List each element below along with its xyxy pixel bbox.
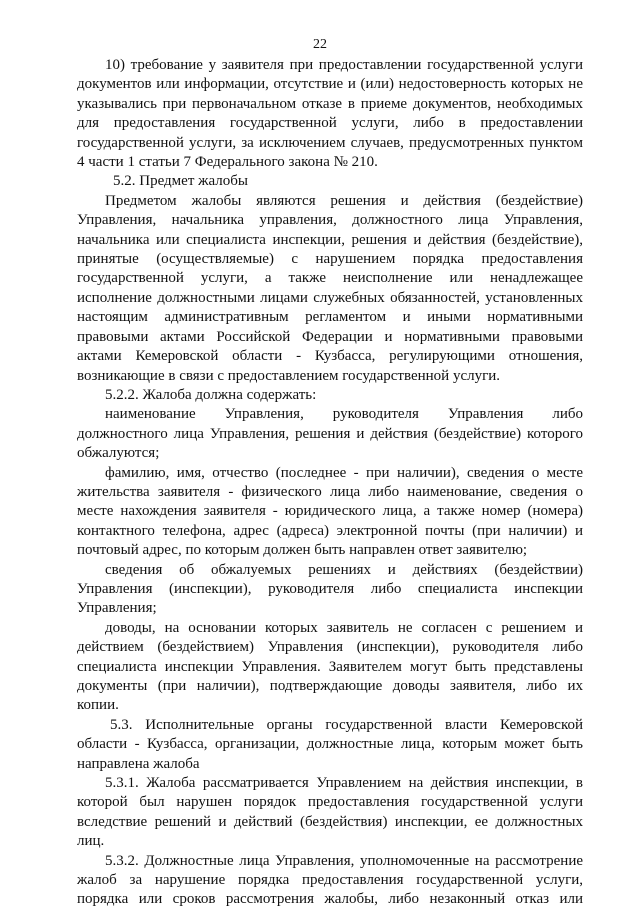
text-line: жительства заявителя - физического лица либо наименование, сведения о	[77, 483, 583, 500]
text-line: копии.	[77, 697, 119, 714]
text-line: области - Кузбасса, организации, должностные лица, которым может быть	[77, 736, 583, 753]
text-line: которой был нарушен порядок предоставления государственной услуги	[77, 794, 583, 811]
text-line: вследствие решений и действий (бездействия) инспекции, ее должностных	[77, 813, 583, 830]
text-line: 5.3.1. Жалоба рассматривается Управлением на действия инспекции, в	[105, 775, 583, 792]
text-line: возникающие в связи с предоставлением государственной услуги.	[77, 367, 501, 384]
text-line: почтовый адрес, по которым должен быть направлен ответ заявителю;	[77, 542, 528, 559]
text-line: указывались при первоначальном отказе в приеме документов, необходимых	[77, 95, 583, 112]
text-line: 10) требование у заявителя при предоставлении государственной услуги	[105, 57, 583, 73]
text-line: 5.3.2. Должностные лица Управления, уполномоченные на рассмотрение	[105, 852, 583, 869]
text-line: сведения об обжалуемых решениях и действиях (бездействии)	[105, 561, 583, 578]
text-line: Управления, начальника управления, должностного лица Управления,	[77, 212, 583, 229]
text-line: порядка или сроков рассмотрения жалобы, либо незаконный отказ или	[77, 891, 583, 908]
text-line: контактного телефона, адрес (адреса) электронной почты (при наличии) и	[77, 522, 583, 539]
text-line: жалоб за нарушение порядка предоставления государственной услуги,	[77, 872, 583, 889]
text-line: Управления;	[77, 600, 157, 617]
text-line: обжалуются;	[77, 445, 160, 462]
document-body	[77, 56, 583, 910]
text-line: 4 части 1 статьи 7 Федерального закона № 210.	[77, 154, 378, 171]
text-line: правовыми актами Российской Федерации и нормативными правовыми	[77, 328, 583, 345]
text-line: Управления (инспекции), руководителя либо специалиста инспекции	[77, 580, 583, 597]
text-line: документов или информации, отсутствие и (или) недостоверность которых не	[77, 76, 583, 93]
text-line: специалиста инспекции Управления. Заявителем могут быть представлены	[77, 658, 583, 675]
text-line: документы (при наличии), подтверждающие доводы заявителя, либо их	[77, 678, 583, 694]
text-line: должностного лица Управления, решения и действия (бездействие) которого	[77, 425, 583, 442]
text-line: доводы, на основании которых заявитель не согласен с решением и	[105, 619, 583, 636]
text-line: исполнение должностными лицами служебных обязанностей, установленных	[77, 289, 583, 306]
text-line: принятые (осуществляемые) с нарушением порядка предоставления	[77, 251, 583, 268]
text-line: для предоставления государственной услуги, либо в предоставлении	[77, 115, 583, 132]
text-line: направлена жалоба	[77, 755, 200, 772]
page-number: 22	[313, 37, 327, 52]
text-line: настоящим административным регламентом и иными нормативными	[77, 309, 583, 326]
text-line: начальника или специалиста инспекции, решения и действия (бездействие),	[77, 231, 583, 248]
text-line: наименование Управления, руководителя Управления либо	[105, 406, 583, 423]
text-line: 5.2.2. Жалоба должна содержать:	[105, 386, 317, 403]
text-line: 5.2. Предмет жалобы	[113, 173, 248, 190]
text-line: государственной услуги, а также неисполнение или ненадлежащее	[77, 270, 583, 287]
text-line: государственной услуги, за исключением случаев, предусмотренных пунктом	[77, 134, 583, 151]
text-line: месте нахождения заявителя - юридического лица, а также номер (номера)	[77, 503, 583, 520]
text-line: Предметом жалобы являются решения и действия (бездействие)	[105, 192, 583, 209]
text-line: действием (бездействием) Управления (инспекции), руководителя либо	[77, 639, 583, 656]
text-line: актами Кемеровской области - Кузбасса, регулирующими отношения,	[77, 348, 583, 365]
text-line: фамилию, имя, отчество (последнее - при наличии), сведения о месте	[105, 464, 583, 481]
text-line: лиц.	[77, 833, 105, 850]
text-line: 5.3. Исполнительные органы государственной власти Кемеровской	[110, 716, 583, 733]
